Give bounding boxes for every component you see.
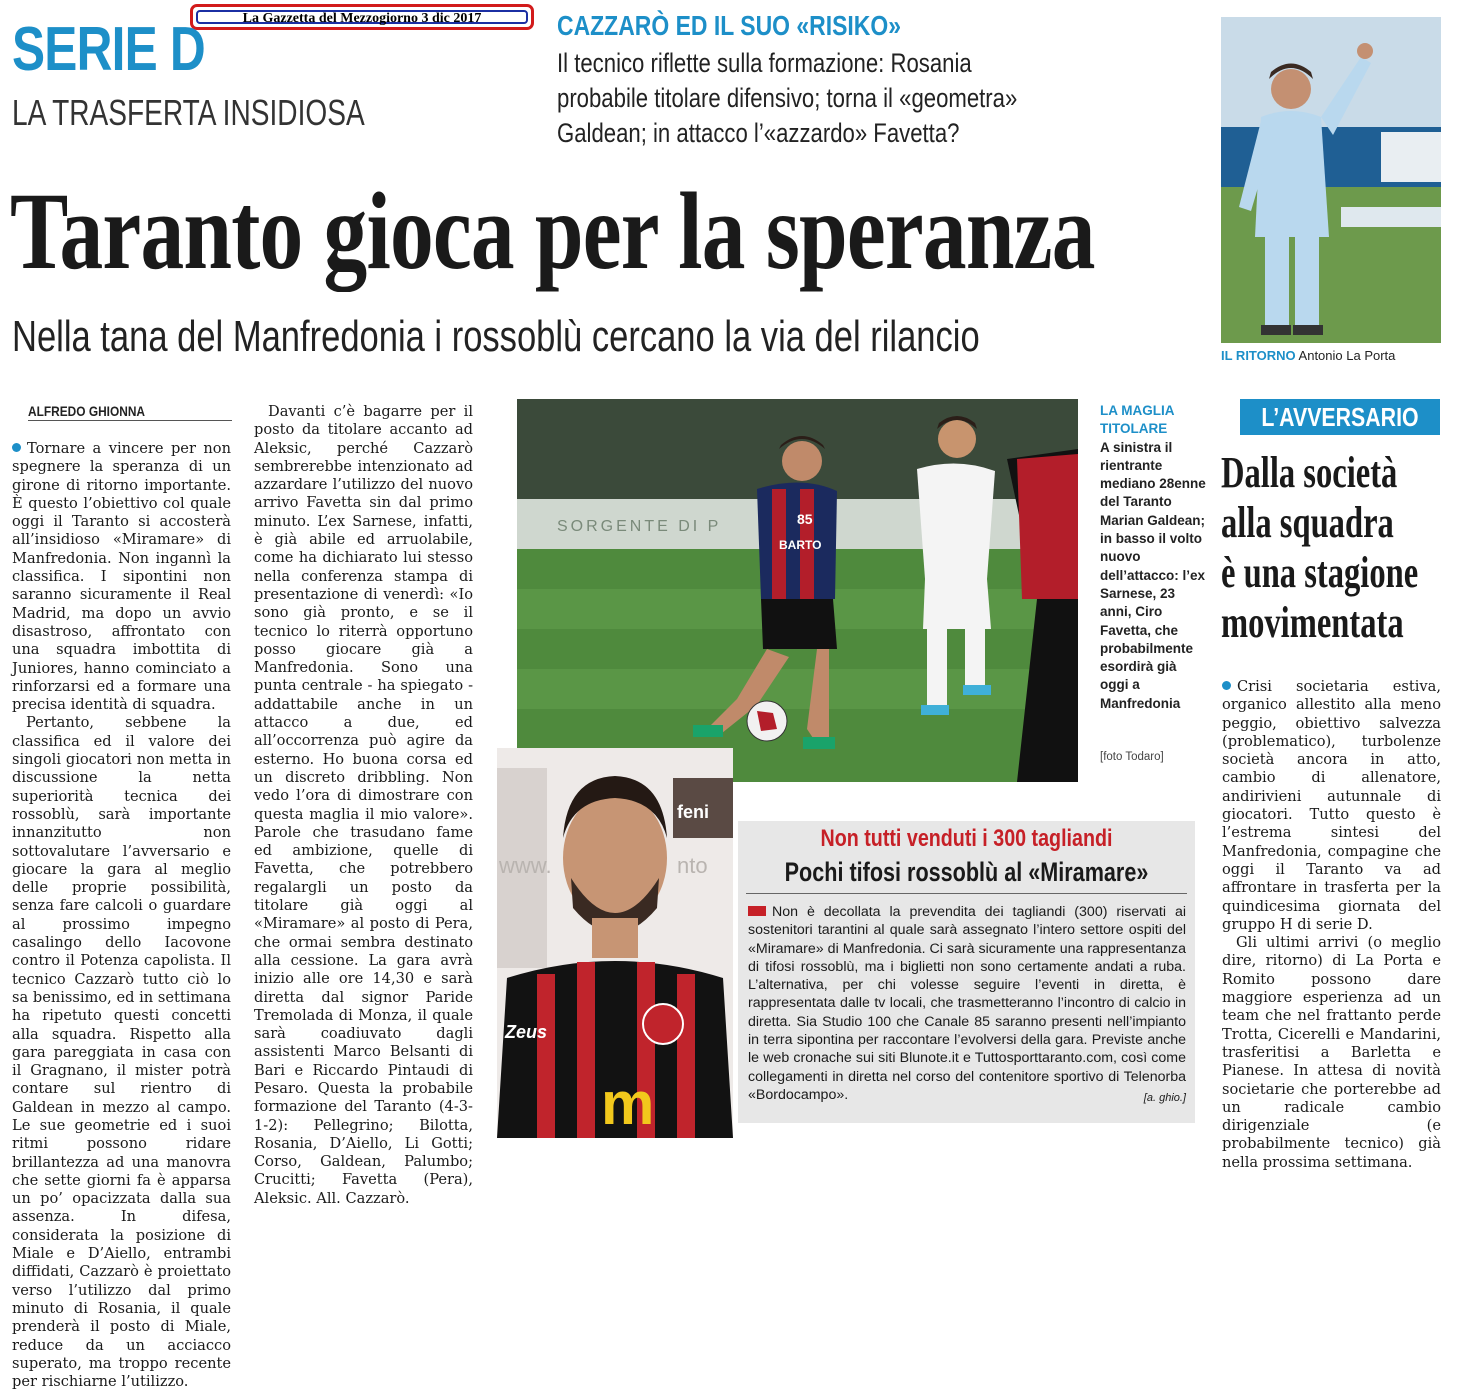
opponent-tag: L’AVVERSARIO [1240,399,1440,435]
ticket-box [738,821,1195,1123]
photo-ciro-favetta [497,748,733,1138]
red-square-icon [748,906,766,916]
kicker: LA TRASFERTA INSIDIOSA [12,92,365,133]
shirt-number: 85 [797,511,813,527]
article-column-1 [12,440,231,1391]
portrait-caption [1221,348,1395,363]
side-deck-line: Il tecnico riflette sulla formazione: Rosania [557,48,972,78]
photo-antonio-la-porta [1221,17,1441,343]
photo-match-action [517,399,1078,782]
ticket-box-kicker: Non tutti venduti i 300 tagliandi [820,825,1113,852]
portrait-illustration [1221,17,1441,343]
opponent-headline-line: movimentata [1221,598,1404,647]
headline: Taranto gioca per la speranza [10,170,1095,292]
byline-rule [28,420,232,421]
source-label [190,4,534,30]
opponent-headline [1221,448,1418,648]
side-deck-line: Galdean; in attacco l’«azzardo» Favetta? [557,118,960,148]
source-label-text: La Gazzetta del Mezzogiorno 3 dic 2017 [196,10,528,24]
article-column-2 [254,403,473,1208]
opponent-headline-line: è una stagione [1221,548,1419,597]
shirt-brand: Zeus [505,1022,548,1042]
portrait-caption-name: Antonio La Porta [1298,348,1396,363]
subheadline: Nella tana del Manfredonia i rossoblù cercano la via del rilancio [12,312,980,361]
backdrop-text: feni [677,802,710,822]
side-deck-title: CAZZARÒ ED IL SUO «RISIKO» [557,10,902,41]
opponent-headline-line: Dalla società [1221,448,1398,497]
article-paragraph: Pertanto, sebbene la classifica ed il valore dei singoli giocatori non metta in discussione la netta superiorità tecnica dei rossoblù, sarà importante innanzitutto non sottovalutare l’avversario e giocare la gara al meglio delle proprie possibilità, senza fare calcoli o guardare al prossimo impegno casalingo dello Iacovone contro il Potenza capolista. Il tecnico Cazzarò tutto ciò lo sa benissimo, ed in settimana ha ripetuto questi concetti alla squadra. Rispetto alla gara pareggiata in casa con il Gragnano, il mister potrà contare sul rientro di Galdean in mezzo al campo. Le sue geometrie ed i suoi ritmi possono ridare brillantezza ad una manovra che sette giorni fa è apparsa un po’ opacizzata dalla sua assenza. In difesa, considerata la posizione di Miale e D’Aiello, entrambi diffidati, Cazzarò è proiettato verso l’utilizzo dal primo minuto di Rosania, il quale prenderà il posto di Miale, reduce da un acciacco superato, ma troppo recente per rischiarne l’utilizzo. [12,714,231,1391]
ticket-box-title: Pochi tifosi rossoblù al «Miramare» [784,857,1149,887]
bullet-dot-icon [12,443,21,452]
shirt-sponsor-logo: m [601,1070,655,1137]
photo-caption-label: LA MAGLIA TITOLARE [1100,403,1174,437]
section-title: SERIE D [12,15,205,84]
side-deck-line: probabile titolare difensivo; torna il «geometra» [557,83,1018,113]
banner-text: SORGENTE DI P [557,518,722,535]
portrait-caption-label: IL RITORNO [1221,348,1296,363]
photo-caption [1100,402,1206,713]
shirt-sponsor: BARTO [779,538,822,552]
backdrop-text-2: nto [677,853,708,878]
photo-credit: [foto Todaro] [1100,751,1164,763]
article-paragraph: Tornare a vincere per non spegnere la speranza di un girone di ritorno importante. È questo l’obiettivo col quale oggi il Taranto si accosterà all’insidioso «Miramare» di Manfredonia. Non ingannì la classifica. I sipontini non saranno sicuramente il Real Madrid, ma dopo un avvio disastroso, affrontato con una squadra imbottita di Juniores, hanno cominciato a rinforzarsi ed a formare una precisa identità di squadra. [12,440,231,714]
article-paragraph: Davanti c’è bagarre per il posto da titolare accanto ad Aleksic, perché Cazzarò sembrerebbe intenzionato ad azzardare l’utilizzo del nuovo arrivo Favetta sin dal primo minuto. L’ex Sarnese, infatti, è già abile ed arruolabile, come ha dichiarato lui stesso nella conferenza stampa di presentazione di venerdì: «Io sono già pronto, e se il tecnico lo riterrà opportuno posso giocare già a Manfredonia. Sono una punta centrale - ha spiegato - addattabile anche in un attacco a due, ed all’occorrenza può agire da esterno. Ho buona corsa ed un discreto dribbling. Non vedo l’ora di dimostrare con questa maglia il mio valore». Parole che trasudano fame ed ambizione, quelle di Favetta, che potrebbero regalargli un posto da titolare già oggi al «Miramare» al posto di Pera, che ormai sembra destinato alla cessione. La gara avrà inizio alle ore 14,30 e sarà diretta dal signor Paride Tremolada di Monza, il quale sarà coadiuvato dagli assistenti Marco Belsanti di Bari e Riccardo Pintaudi di Pesaro. Questa la probabile formazione del Taranto (4-3-1-2): Pellegrino; Bilotta, Rosania, D’Aiello, Li Gotti; Corso, Galdean, Palumbo; Crucitti; Favetta (Pera), Aleksic. All. Cazzarò. [254,403,473,1207]
backdrop-text-3: www. [499,853,552,878]
opponent-column [1222,678,1441,1172]
ticket-box-text: Non è decollata la prevendita dei tagliandi (300) riservati ai sostenitori tarantini al quale sarà assegnato l’intero settore ospiti del «Miramare» di Manfredonia. Ci sarà sicuramente una rappresentanza di tifosi rossoblù, ma i biglietti non sono certamente andati a ruba. L’alternativa, per chi volesse seguire l’eventi in diretta, è rappresentata dalle tv locali, che trasmetteranno l’incontro di calcio in diretta. Sia Studio 100 che Canale 85 saranno presenti nell’impianto in terra sipontina per raccontare l’evolversi della gara. Previste anche le web cronache sui siti Blunote.it e Tuttosporttaranto.com, così come collegamenti in diretta nel corso del contenitore sportivo di Telenorba «Bordocampo». [a. ghio.] [748,903,1186,1107]
opponent-headline-line: alla squadra [1221,498,1394,547]
bullet-dot-icon [1222,681,1231,690]
player-headshot-illustration [497,748,733,1138]
ticket-box-signature: [a. ghio.] [1143,1091,1186,1104]
byline: ALFREDO GHIONNA [28,403,146,419]
opponent-paragraph: Gli ultimi arrivi (o meglio dire, ritorno) di La Porta e Romito possono dare maggiore esperienza ad un team che nel frattanto perde Trotta, Cicerelli e Mandarini, trasferitisi a Barletta e Pianese. In attesa di novità societarie che porterebbe ad un radicale cambio dirigenziale (e probabilmente tecnico) già nella prossima settimana. [1222,934,1441,1171]
ticket-box-rule [746,893,1187,894]
opponent-paragraph: Crisi societaria estiva, organico allestito alla meno peggio, obiettivo salvezza (problematico), turbolenze società ancora in atto, cambio di allenatore, andirivieni autunnale di giocatori. Tutto questo è l’estrema sintesi del Manfredonia, compagine che oggi il Taranto va ad affrontare in trasferta per la quindicesima giornata del gruppo H di serie D. [1222,678,1441,933]
side-deck-text [557,46,1017,151]
photo-caption-text: A sinistra il rientrante mediano 28enne del Taranto Marian Galdean; in basso il volto nuovo dell’attacco: l’ex Sarnese, 23 anni, Ciro Favetta, che probabilmente esordirà già oggi a Manfredonia [1100,439,1206,711]
match-action-illustration [517,399,1078,782]
